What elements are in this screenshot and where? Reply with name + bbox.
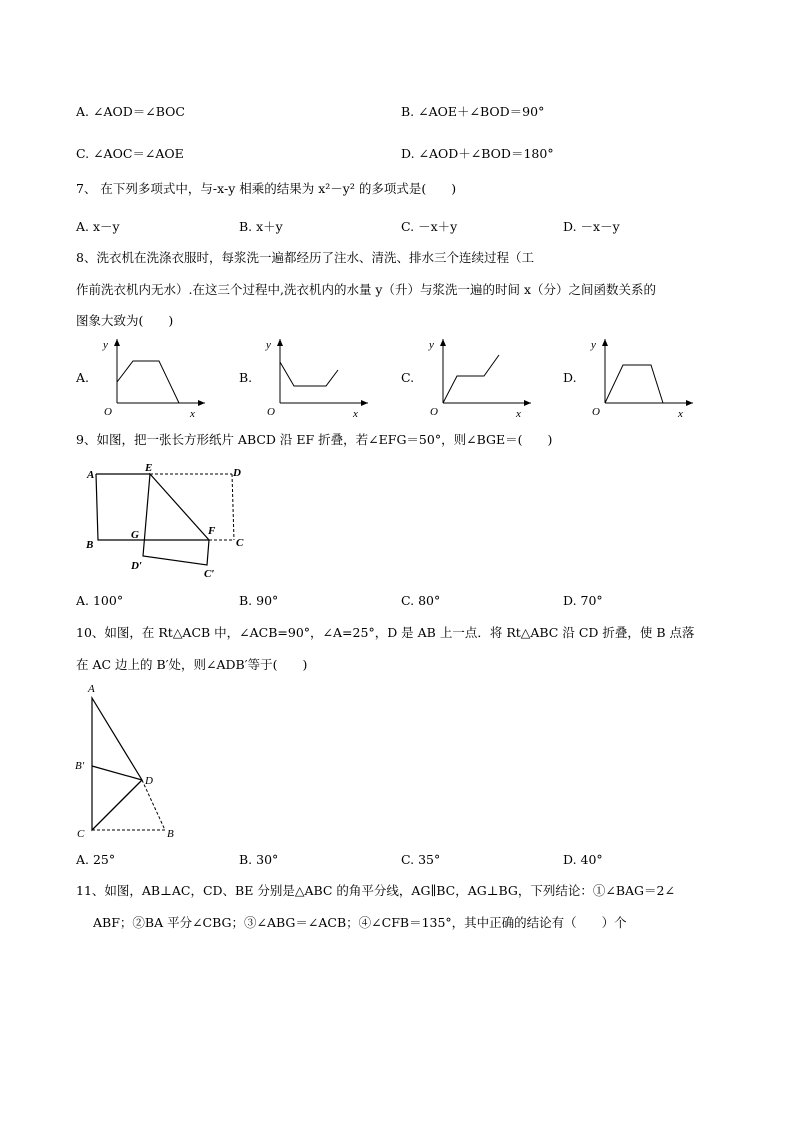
- q9-point-a: A: [87, 469, 95, 481]
- q8-graph-c-x-label: x: [516, 408, 521, 420]
- q9-option-b: B. 90°: [239, 593, 279, 608]
- q7-option-d: D. －x－y: [563, 219, 620, 234]
- q10-figure: [72, 680, 192, 845]
- q9-point-b: B: [86, 539, 94, 551]
- q8-graph-b-origin: O: [267, 406, 275, 418]
- q9-point-g: G: [131, 529, 139, 541]
- q8-stem-line3: 图象大致为( ): [76, 313, 174, 328]
- q8-graph-c-y-label: y: [429, 339, 434, 351]
- q8-graph-b: [258, 335, 378, 420]
- q8-graph-b-y-label: y: [266, 339, 271, 351]
- q10-stem-line2: 在 AC 边上的 B′处，则∠ADB′等于( ): [76, 657, 308, 672]
- q9-stem: 9、如图，把一张长方形纸片 ABCD 沿 EF 折叠，若∠EFG＝50°，则∠BGE＝( ): [76, 432, 553, 447]
- q9-option-c: C. 80°: [401, 593, 441, 608]
- q8-graph-c: [421, 335, 541, 420]
- q8-graph-a: [95, 335, 215, 420]
- q8-graph-d-origin: O: [592, 406, 600, 418]
- q8-label-b: B.: [239, 370, 253, 385]
- q7-option-c: C. －x＋y: [401, 219, 458, 234]
- q10-option-c: C. 35°: [401, 852, 441, 867]
- q10-option-d: D. 40°: [563, 852, 603, 867]
- q8-graph-a-x-label: x: [190, 408, 195, 420]
- q10-option-a: A. 25°: [76, 852, 116, 867]
- q8-graph-d-x-label: x: [678, 408, 683, 420]
- q7-option-b: B. x＋y: [239, 219, 283, 234]
- q6-option-b: B. ∠AOE＋∠BOD＝90°: [401, 104, 545, 119]
- q9-point-c-prime: C′: [204, 568, 215, 580]
- q8-graph-a-y-label: y: [103, 339, 108, 351]
- q7-option-a: A. x－y: [76, 219, 120, 234]
- q8-label-a: A.: [76, 370, 90, 385]
- q9-point-d: D: [233, 467, 241, 479]
- q9-option-d: D. 70°: [563, 593, 603, 608]
- q9-point-f: F: [208, 525, 216, 537]
- q11-stem-line2: ABF；②BA 平分∠CBG；③∠ABG＝∠ACB；④∠CFB＝135°，其中正确的结论有（ ）个: [93, 915, 627, 930]
- q10-option-b: B. 30°: [239, 852, 279, 867]
- q9-figure: [78, 460, 258, 585]
- q10-point-b: B: [167, 828, 174, 840]
- q8-label-d: D.: [563, 370, 577, 385]
- q6-option-a: A. ∠AOD＝∠BOC: [76, 104, 185, 119]
- q8-label-c: C.: [401, 370, 415, 385]
- q11-stem-line1: 11、如图，AB⊥AC，CD、BE 分别是△ABC 的角平分线，AG∥BC，AG⊥BG，下列结论：①∠BAG＝2∠: [76, 883, 675, 898]
- q10-point-c: C: [77, 828, 85, 840]
- q9-option-a: A. 100°: [76, 593, 124, 608]
- q8-graph-d-y-label: y: [591, 339, 596, 351]
- q8-graph-c-origin: O: [430, 406, 438, 418]
- q8-graph-a-origin: O: [104, 406, 112, 418]
- q10-point-d: D: [145, 775, 153, 787]
- q8-graph-d: [583, 335, 703, 420]
- q8-graph-b-x-label: x: [353, 408, 358, 420]
- q8-stem-line2: 作前洗衣机内无水）.在这三个过程中,洗衣机内的水量 y（升）与浆洗一遍的时间 x（分）之间函数关系的: [76, 282, 657, 297]
- q7-stem: 7、 在下列多项式中，与-x-y 相乘的结果为 x²－y² 的多项式是( ): [76, 181, 457, 196]
- q10-stem-line1: 10、如图，在 Rt△ACB 中，∠ACB=90°，∠A=25°，D 是 AB 上一点．将 Rt△ABC 沿 CD 折叠，使 B 点落: [76, 625, 695, 640]
- q9-point-d-prime: D′: [131, 560, 143, 572]
- q9-point-e: E: [145, 462, 153, 474]
- q10-point-a: A: [88, 683, 95, 695]
- q6-option-d: D. ∠AOD＋∠BOD＝180°: [401, 146, 554, 161]
- q10-point-b-prime: B′: [75, 760, 85, 772]
- q9-point-c: C: [236, 537, 244, 549]
- q8-stem-line1: 8、洗衣机在洗涤衣服时，每浆洗一遍都经历了注水、清洗、排水三个连续过程（工: [76, 250, 534, 265]
- q6-option-c: C. ∠AOC＝∠AOE: [76, 146, 184, 161]
